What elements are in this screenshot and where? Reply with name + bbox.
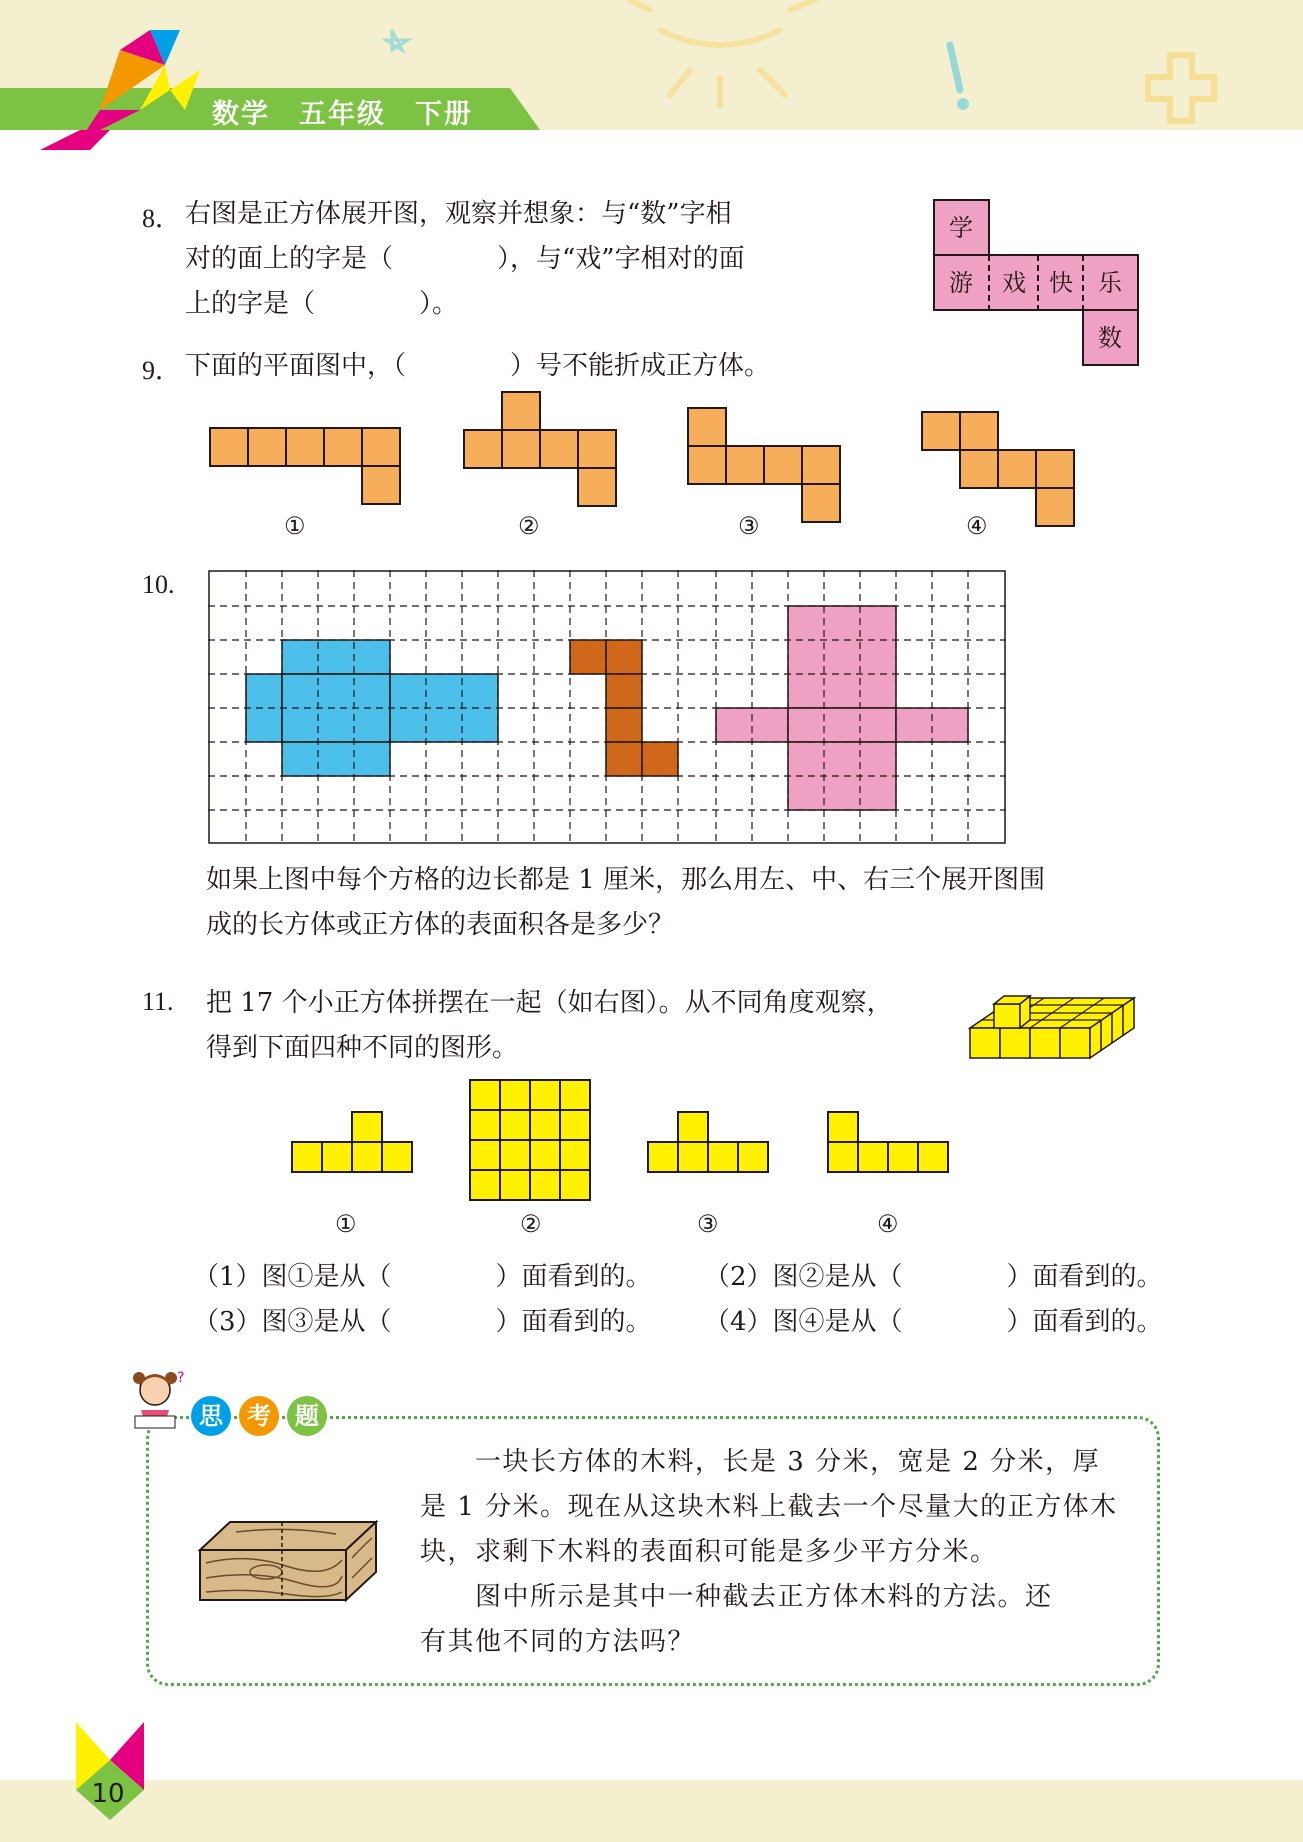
think-line1: 一块长方体的木料，长是 3 分米，宽是 2 分米，厚 — [420, 1447, 1101, 1477]
q8-line3: 上的字是（ ）。 — [185, 289, 459, 319]
q11-view-3 — [648, 1112, 768, 1172]
plus-doodle — [1148, 55, 1214, 121]
think-line4: 图中所示是其中一种截去正方体木料的方法。还 — [420, 1582, 1053, 1612]
q10-number: 10. — [142, 570, 175, 599]
cube-stack-figure — [966, 986, 1142, 1086]
exclamation-doodle — [950, 45, 960, 90]
wood-block-figure — [196, 1508, 382, 1604]
q9-net-3 — [688, 408, 840, 522]
think-line5: 有其他不同的方法吗？ — [420, 1627, 696, 1657]
q11-sub3: （3）图③是从（ ）面看到的。 — [193, 1307, 652, 1337]
q11-view-2 — [470, 1080, 590, 1200]
footer-band — [0, 1780, 1303, 1842]
q11-sub1: （1）图①是从（ ）面看到的。 — [193, 1262, 652, 1292]
q9-text: 下面的平面图中，（ ）号不能折成正方体。 — [185, 351, 771, 381]
think-line3: 块，求剩下木料的表面积可能是多少平方分米。 — [420, 1537, 998, 1567]
q8-line2: 对的面上的字是（ ），与“戏”字相对的面 — [185, 244, 745, 274]
q11-line2: 得到下面四种不同的图形。 — [206, 1033, 519, 1063]
q10-line2: 成的长方体或正方体的表面积各是多少？ — [206, 910, 675, 940]
girl-reading-icon — [133, 1370, 184, 1428]
cube-net-figure — [920, 192, 1160, 372]
svg-text:?: ? — [177, 1370, 185, 1386]
q11-line1: 把 17 个小正方体拼摆在一起（如右图）。从不同角度观察， — [206, 988, 893, 1018]
net-char-1: 学 — [949, 214, 973, 242]
q10-grid-figure — [208, 570, 1008, 846]
q11-label-4: ④ — [877, 1210, 899, 1238]
net-char-6: 数 — [1098, 324, 1122, 352]
q11-view-1 — [292, 1112, 412, 1172]
net-char-5: 乐 — [1098, 269, 1122, 297]
net-char-2: 游 — [949, 269, 973, 297]
header-decoration — [0, 0, 1303, 160]
page-number: 10 — [91, 1779, 125, 1809]
q10-line1: 如果上图中每个方格的边长都是 1 厘米，那么用左、中、右三个展开图围 — [206, 865, 1046, 895]
q11-sub4: （4）图④是从（ ）面看到的。 — [704, 1307, 1163, 1337]
q9-label-1: ① — [284, 512, 306, 540]
header-title: 数学 五年级 下册 — [212, 99, 473, 130]
think-line2: 是 1 分米。现在从这块木料上截去一个尽量大的正方体木 — [420, 1492, 1118, 1522]
q9-net-4 — [922, 412, 1074, 526]
q9-label-4: ④ — [966, 512, 988, 540]
q9-net-2 — [464, 392, 616, 506]
q11-view-4 — [828, 1112, 948, 1172]
q11-label-3: ③ — [697, 1210, 719, 1238]
badge-char-3: 题 — [295, 1402, 319, 1430]
q9-net-1 — [210, 428, 400, 504]
think-badge — [125, 1362, 335, 1442]
q8-number: 8． — [142, 204, 182, 233]
star-doodle — [386, 30, 408, 50]
badge-char-1: 思 — [199, 1402, 223, 1430]
badge-char-2: 考 — [247, 1402, 271, 1430]
q9-label-3: ③ — [738, 512, 760, 540]
sun-doodle — [630, 0, 815, 105]
q11-label-1: ① — [335, 1210, 357, 1238]
net-char-3: 戏 — [1002, 269, 1026, 297]
q11-number: 11. — [142, 987, 174, 1016]
q9-figures — [200, 388, 1100, 548]
q9-number: 9． — [142, 356, 182, 385]
q11-sub2: （2）图②是从（ ）面看到的。 — [704, 1262, 1163, 1292]
q11-label-2: ② — [520, 1210, 542, 1238]
q11-views — [280, 1074, 960, 1214]
q9-label-2: ② — [518, 512, 540, 540]
net-char-4: 快 — [1049, 269, 1073, 297]
q8-line1: 右图是正方体展开图，观察并想象：与“数”字相 — [185, 199, 732, 229]
page-number-badge — [70, 1720, 150, 1820]
